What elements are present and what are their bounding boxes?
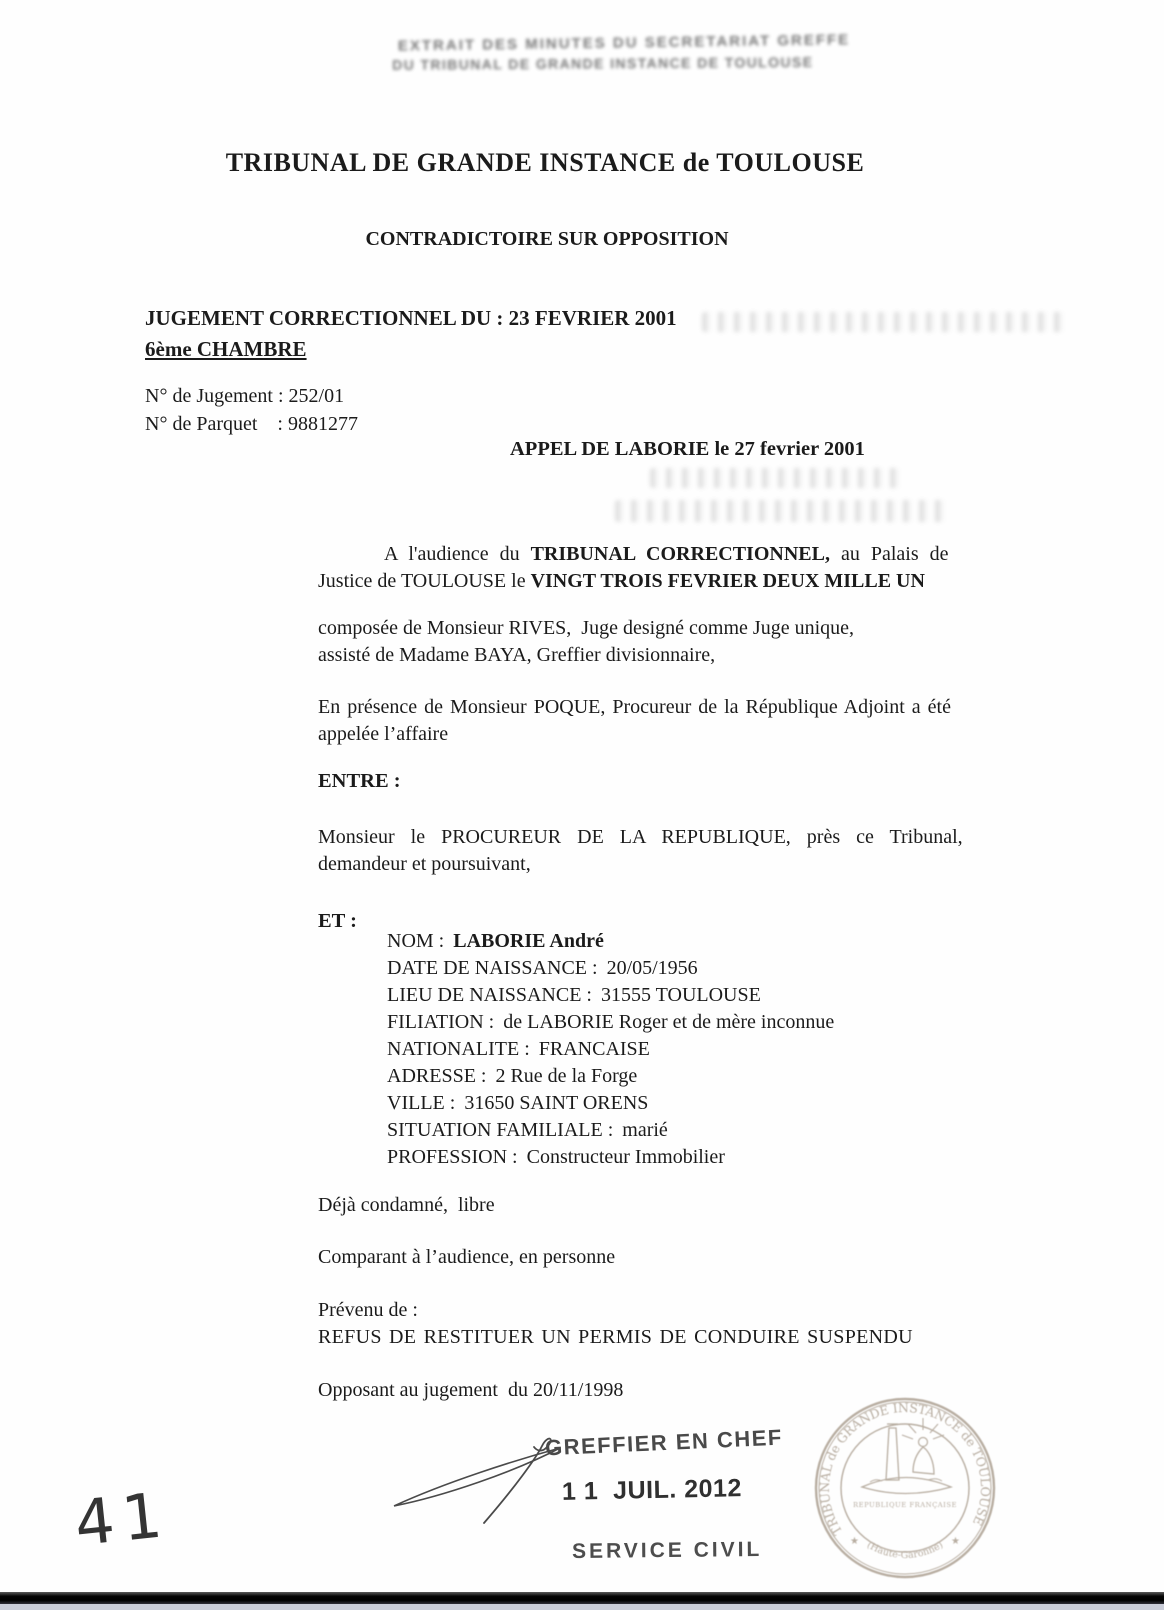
detail-value: 2 Rue de la Forge — [495, 1065, 638, 1087]
detail-label: ADRESSE : — [387, 1065, 487, 1087]
faded-stamp-line-1: EXTRAIT DES MINUTES DU SECRETARIAT GREFFE — [397, 31, 851, 55]
ghost-text-artifact — [615, 500, 947, 522]
opposition-line: Opposant au jugement du 20/11/1998 — [318, 1379, 624, 1401]
prosecutor-line: demandeur et poursuivant, — [318, 853, 531, 875]
svg-text:41: 41 — [71, 1477, 174, 1561]
appearance-line: Comparant à l’audience, en personne — [318, 1246, 616, 1268]
seal-star-left: ★ — [850, 1536, 859, 1547]
composition-line: assisté de Madame BAYA, Greffier divisionnaire, — [318, 644, 716, 666]
detail-label: FILIATION : — [387, 1011, 495, 1033]
date-stamp: 1 1 JUIL. 2012 — [561, 1474, 743, 1506]
et-label: ET : — [318, 910, 357, 932]
signature — [388, 1426, 573, 1526]
audience-text: A l'audience du — [384, 543, 531, 565]
seal-ring-text: TRIBUNAL de GRANDE INSTANCE de TOULOUSE — [816, 1400, 994, 1539]
detail-value: de LABORIE Roger et de mère inconnue — [503, 1011, 835, 1033]
court-seal — [810, 1390, 1000, 1590]
presence-paragraph — [318, 694, 978, 748]
audience-text: Justice de TOULOUSE le — [318, 570, 531, 592]
detail-row — [387, 982, 1007, 1009]
page-title: TRIBUNAL DE GRANDE INSTANCE de TOULOUSE — [225, 148, 865, 177]
audience-text: au Palais de — [829, 543, 949, 565]
presence-line: appelée l’affaire — [318, 723, 449, 745]
detail-row — [387, 1117, 1007, 1144]
composition-line: composée de Monsieur RIVES, Juge designé comme Juge unique, — [318, 617, 855, 639]
detail-value: Constructeur Immobilier — [526, 1146, 725, 1168]
detail-row — [387, 1009, 1007, 1036]
audience-court-bold: TRIBUNAL CORRECTIONNEL, — [530, 543, 830, 565]
entre-label: ENTRE : — [318, 770, 401, 792]
title-block — [0, 148, 1090, 178]
faded-stamp-line-2: DU TRIBUNAL DE GRANDE INSTANCE DE TOULOUSE — [392, 53, 814, 73]
prosecutor-paragraph — [318, 824, 978, 878]
detail-row-nom — [387, 928, 1007, 955]
detail-value: 31650 SAINT ORENS — [464, 1092, 649, 1114]
detail-row — [387, 1144, 1007, 1171]
presence-line: En présence de Monsieur POQUE, Procureur de la République Adjoint a été — [318, 696, 951, 718]
charge-label: Prévenu de : — [318, 1299, 418, 1321]
parquet-number: N° de Parquet : 9881277 — [145, 413, 358, 435]
detail-row — [387, 1090, 1007, 1117]
subtitle-block — [0, 228, 1094, 251]
ghost-text-artifact — [650, 468, 902, 488]
scan-edge-artifact — [0, 1592, 1164, 1604]
seal-star-right: ★ — [951, 1536, 960, 1547]
service-civil-stamp: SERVICE CIVIL — [571, 1538, 763, 1563]
appeal-line: APPEL DE LABORIE le 27 fevrier 2001 — [510, 438, 865, 460]
ghost-text-artifact — [702, 312, 1070, 332]
prosecutor-line: Monsieur le PROCUREUR DE LA REPUBLIQUE, près ce Tribunal, — [318, 826, 963, 848]
seal-center-text: REPUBLIQUE FRANÇAISE — [853, 1501, 957, 1509]
detail-label: LIEU DE NAISSANCE : — [387, 984, 592, 1006]
detail-row — [387, 955, 1007, 982]
detail-value: marié — [622, 1119, 668, 1141]
detail-label: NATIONALITE : — [387, 1038, 530, 1060]
detail-row — [387, 1063, 1007, 1090]
seal-emblem — [862, 1418, 951, 1494]
detail-label: VILLE : — [387, 1092, 456, 1114]
composition-paragraph — [318, 615, 978, 669]
detail-label: DATE DE NAISSANCE : — [387, 957, 598, 979]
detail-value: 20/05/1956 — [606, 957, 698, 979]
detail-value: 31555 TOULOUSE — [601, 984, 761, 1006]
defendant-name: LABORIE André — [453, 930, 604, 952]
svg-text:(Haute-Garonne) — [865, 1540, 945, 1561]
judgment-date-line: JUGEMENT CORRECTIONNEL DU : 23 FEVRIER 2001 — [145, 306, 677, 330]
scan-edge-artifact — [0, 1604, 1164, 1610]
detail-row — [387, 1036, 1007, 1063]
detail-label: NOM : — [387, 930, 445, 952]
audience-paragraph — [318, 541, 978, 595]
greffier-en-chef-stamp: GREFFIER EN CHEF — [544, 1424, 784, 1461]
judgment-number: N° de Jugement : 252/01 — [145, 385, 345, 407]
audience-date-bold: VINGT TROIS FEVRIER DEUX MILLE UN — [530, 570, 925, 592]
detail-label: PROFESSION : — [387, 1146, 518, 1168]
faded-header-stamp — [392, 30, 918, 74]
seal-bottom-text: (Haute-Garonne) — [864, 1539, 946, 1562]
chamber-line: 6ème CHAMBRE — [145, 337, 307, 361]
status-line: Déjà condamné, libre — [318, 1194, 495, 1216]
defendant-details — [387, 928, 1007, 1171]
detail-label: SITUATION FAMILIALE : — [387, 1119, 614, 1141]
charge-line: REFUS DE RESTITUER UN PERMIS DE CONDUIRE SUSPENDU — [318, 1326, 913, 1348]
page-subtitle: CONTRADICTOIRE SUR OPPOSITION — [365, 228, 729, 250]
handwritten-page-number — [66, 1462, 206, 1567]
detail-value: FRANCAISE — [538, 1038, 650, 1060]
